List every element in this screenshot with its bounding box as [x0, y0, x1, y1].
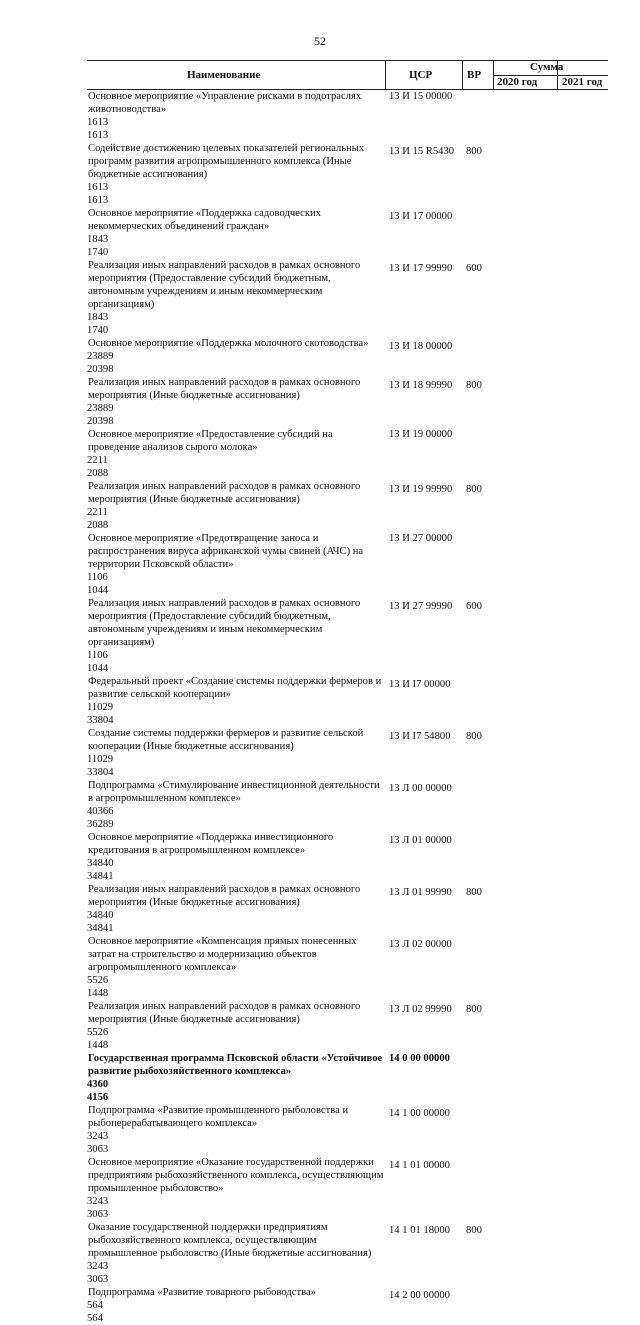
header-vr: ВР: [467, 69, 482, 81]
table-row: [87, 675, 608, 727]
row-sum-2020: 11029: [87, 702, 114, 713]
table-row: [87, 1000, 608, 1052]
row-name: Основное мероприятие «Поддержка садоводческих некоммерческих объединений граждан»: [88, 208, 321, 232]
row-csr: 14 1 01 00000: [389, 1160, 450, 1171]
table-row: [87, 142, 608, 207]
row-sum-2021: 33804: [87, 715, 114, 726]
row-csr: 13 И 15 R5430: [389, 146, 455, 157]
row-name: Реализация иных направлений расходов в рамках основного мероприятия (Иные бюджетные ассигнования): [88, 884, 361, 908]
row-name: Основное мероприятие «Управление рисками в подотраслях животноводства»: [88, 91, 362, 115]
row-sum-2020: 3243: [87, 1196, 109, 1207]
table-row: [87, 259, 608, 337]
page-number: 52: [314, 34, 326, 48]
header-name: Наименование: [187, 69, 261, 81]
row-name: Основное мероприятие «Поддержка инвестиционного кредитования в агропромышленном комплексе»: [88, 832, 334, 856]
row-name: Реализация иных направлений расходов в рамках основного мероприятия (Иные бюджетные ассигнования): [88, 481, 361, 505]
row-sum-2021: 34841: [87, 923, 114, 934]
row-name: Основное мероприятие «Предоставление субсидий на проведение анализов сырого молока»: [88, 429, 333, 453]
row-sum-2021: 1613: [87, 130, 109, 141]
row-name: Реализация иных направлений расходов в рамках основного мероприятия (Иные бюджетные ассигнования): [88, 1001, 361, 1025]
row-sum-2021: 1044: [87, 585, 109, 596]
table-row: [87, 597, 608, 675]
table-row: [87, 1104, 608, 1156]
row-vr: 800: [466, 146, 482, 157]
row-vr: 800: [466, 731, 482, 742]
row-csr: 13 И I7 00000: [389, 679, 451, 690]
row-sum-2021: 20398: [87, 416, 114, 427]
row-name: Основное мероприятие «Поддержка молочного скотоводства»: [88, 338, 369, 349]
row-name: Подпрограмма «Развитие товарного рыбоводства»: [88, 1287, 316, 1298]
row-csr: 13 И 19 00000: [389, 429, 453, 440]
row-sum-2021: 2088: [87, 520, 109, 531]
row-sum-2021: 1740: [87, 247, 109, 258]
row-sum-2020: 3243: [87, 1261, 109, 1272]
row-vr: 800: [466, 484, 482, 495]
row-name: Оказание государственной поддержки предприятиям рыбохозяйственного комплекса, осуществляющим промышленное рыболовство (Иные бюджетные ассигнования): [88, 1222, 372, 1259]
row-name: Подпрограмма «Стимулирование инвестиционной деятельности в агропромышленном комплексе»: [88, 780, 380, 804]
row-csr: 14 0 00 00000: [389, 1053, 450, 1064]
row-sum-2021: 3063: [87, 1144, 109, 1155]
row-sum-2021: 20398: [87, 364, 114, 375]
row-vr: 800: [466, 380, 482, 391]
row-vr: 800: [466, 1225, 482, 1236]
row-sum-2021: 3063: [87, 1274, 109, 1285]
row-sum-2020: 23889: [87, 403, 114, 414]
row-sum-2020: 2211: [87, 455, 108, 466]
row-sum-2021: 2088: [87, 468, 109, 479]
row-csr: 13 И I7 54800: [389, 731, 451, 742]
row-sum-2021: 1740: [87, 325, 109, 336]
row-sum-2021: 34841: [87, 871, 114, 882]
row-csr: 13 И 15 00000: [389, 91, 453, 102]
row-csr: 14 1 00 00000: [389, 1108, 450, 1119]
row-sum-2020: 40366: [87, 806, 114, 817]
row-csr: 13 И 18 99990: [389, 380, 453, 391]
row-name: Государственная программа Псковской области «Устойчивое развитие рыбохозяйственного комплекса»: [88, 1053, 383, 1077]
row-sum-2021: 36289: [87, 819, 114, 830]
row-sum-2020: 5526: [87, 1027, 109, 1038]
header-sum: Сумма: [530, 61, 564, 73]
row-sum-2020: 1843: [87, 234, 109, 245]
table-row: [87, 1221, 608, 1286]
table-row: [87, 337, 608, 376]
row-name: Федеральный проект «Создание системы поддержки фермеров и развитие сельской кооперации»: [88, 676, 382, 700]
row-sum-2021: 3063: [87, 1209, 109, 1220]
table-row: [87, 831, 608, 883]
row-csr: 13 И 27 99990: [389, 601, 453, 612]
row-sum-2021: 33804: [87, 767, 114, 778]
header-2020: 2020 год: [497, 76, 538, 88]
row-sum-2020: 1106: [87, 650, 108, 661]
table-row: [87, 727, 608, 779]
row-sum-2020: 4360: [87, 1079, 109, 1090]
table-body: [87, 90, 608, 1325]
table-row: [87, 532, 608, 597]
row-csr: 14 1 01 18000: [389, 1225, 450, 1236]
header-2021: 2021 год: [562, 76, 603, 88]
row-sum-2020: 23889: [87, 351, 114, 362]
row-sum-2020: 5526: [87, 975, 109, 986]
row-name: Создание системы поддержки фермеров и развитие сельской кооперации (Иные бюджетные ассигнования): [88, 728, 364, 752]
budget-table: [87, 60, 608, 1325]
row-name: Подпрограмма «Развитие промышленного рыболовства и рыбоперерабатывающего комплекса»: [88, 1105, 349, 1129]
row-sum-2021: 564: [87, 1313, 103, 1324]
table-row: [87, 428, 608, 480]
row-csr: 13 Л 01 99990: [389, 887, 452, 898]
row-csr: 13 Л 02 99990: [389, 1004, 452, 1015]
row-sum-2021: 1044: [87, 663, 109, 674]
row-sum-2020: 34840: [87, 910, 114, 921]
row-sum-2020: 2211: [87, 507, 108, 518]
row-name: Содействие достижению целевых показателей региональных программ развития агропромышленного комплекса (Иные бюджетные ассигнования): [88, 143, 365, 180]
table-row: [87, 480, 608, 532]
row-csr: 13 И 19 99990: [389, 484, 453, 495]
row-sum-2020: 1843: [87, 312, 109, 323]
row-sum-2020: 564: [87, 1300, 103, 1311]
row-csr: 13 И 17 99990: [389, 263, 453, 274]
row-csr: 13 И 18 00000: [389, 341, 453, 352]
row-sum-2020: 1613: [87, 117, 109, 128]
row-csr: 13 Л 00 00000: [389, 783, 452, 794]
row-sum-2020: 1613: [87, 182, 109, 193]
row-vr: 800: [466, 1004, 482, 1015]
table-row: [87, 1286, 608, 1325]
table-row: [87, 207, 608, 259]
table-row: [87, 376, 608, 428]
row-name: Основное мероприятие «Оказание государственной поддержки предприятиям рыбохозяйственного комплекса, осуществляющим промышленное рыболовство»: [88, 1157, 384, 1194]
row-name: Реализация иных направлений расходов в рамках основного мероприятия (Иные бюджетные ассигнования): [88, 377, 361, 401]
row-csr: 14 2 00 00000: [389, 1290, 450, 1301]
row-name: Реализация иных направлений расходов в рамках основного мероприятия (Предоставление субсидий бюджетным, автономным учреждениям и иным некоммерческим организациям): [88, 260, 361, 310]
row-csr: 13 Л 01 00000: [389, 835, 452, 846]
row-name: Основное мероприятие «Компенсация прямых понесенных затрат на строительство и модернизацию объектов агропромышленного комплекса»: [88, 936, 357, 973]
row-vr: 600: [466, 601, 482, 612]
row-name: Реализация иных направлений расходов в рамках основного мероприятия (Предоставление субсидий бюджетным, автономным учреждениям и иным некоммерческим организациям): [88, 598, 361, 648]
header-csr: ЦСР: [409, 69, 433, 81]
row-csr: 13 И 27 00000: [389, 533, 453, 544]
row-sum-2021: 4156: [87, 1092, 109, 1103]
table-header: [87, 60, 608, 90]
row-vr: 600: [466, 263, 482, 274]
row-csr: 13 И 17 00000: [389, 211, 453, 222]
row-sum-2020: 1106: [87, 572, 108, 583]
row-sum-2020: 34840: [87, 858, 114, 869]
row-sum-2021: 1448: [87, 1040, 109, 1051]
table-row: [87, 90, 608, 142]
row-sum-2021: 1448: [87, 988, 109, 999]
table-row: [87, 1156, 608, 1221]
row-vr: 800: [466, 887, 482, 898]
row-name: Основное мероприятие «Предотвращение заноса и распространения вируса африканской чумы свиней (АЧС) на территории Псковской области»: [88, 533, 364, 570]
table-row: [87, 779, 608, 831]
row-sum-2020: 3243: [87, 1131, 109, 1142]
row-csr: 13 Л 02 00000: [389, 939, 452, 950]
row-sum-2020: 11029: [87, 754, 114, 765]
row-sum-2021: 1613: [87, 195, 109, 206]
table-row: [87, 1052, 608, 1104]
table-row: [87, 883, 608, 935]
table-row: [87, 935, 608, 1000]
